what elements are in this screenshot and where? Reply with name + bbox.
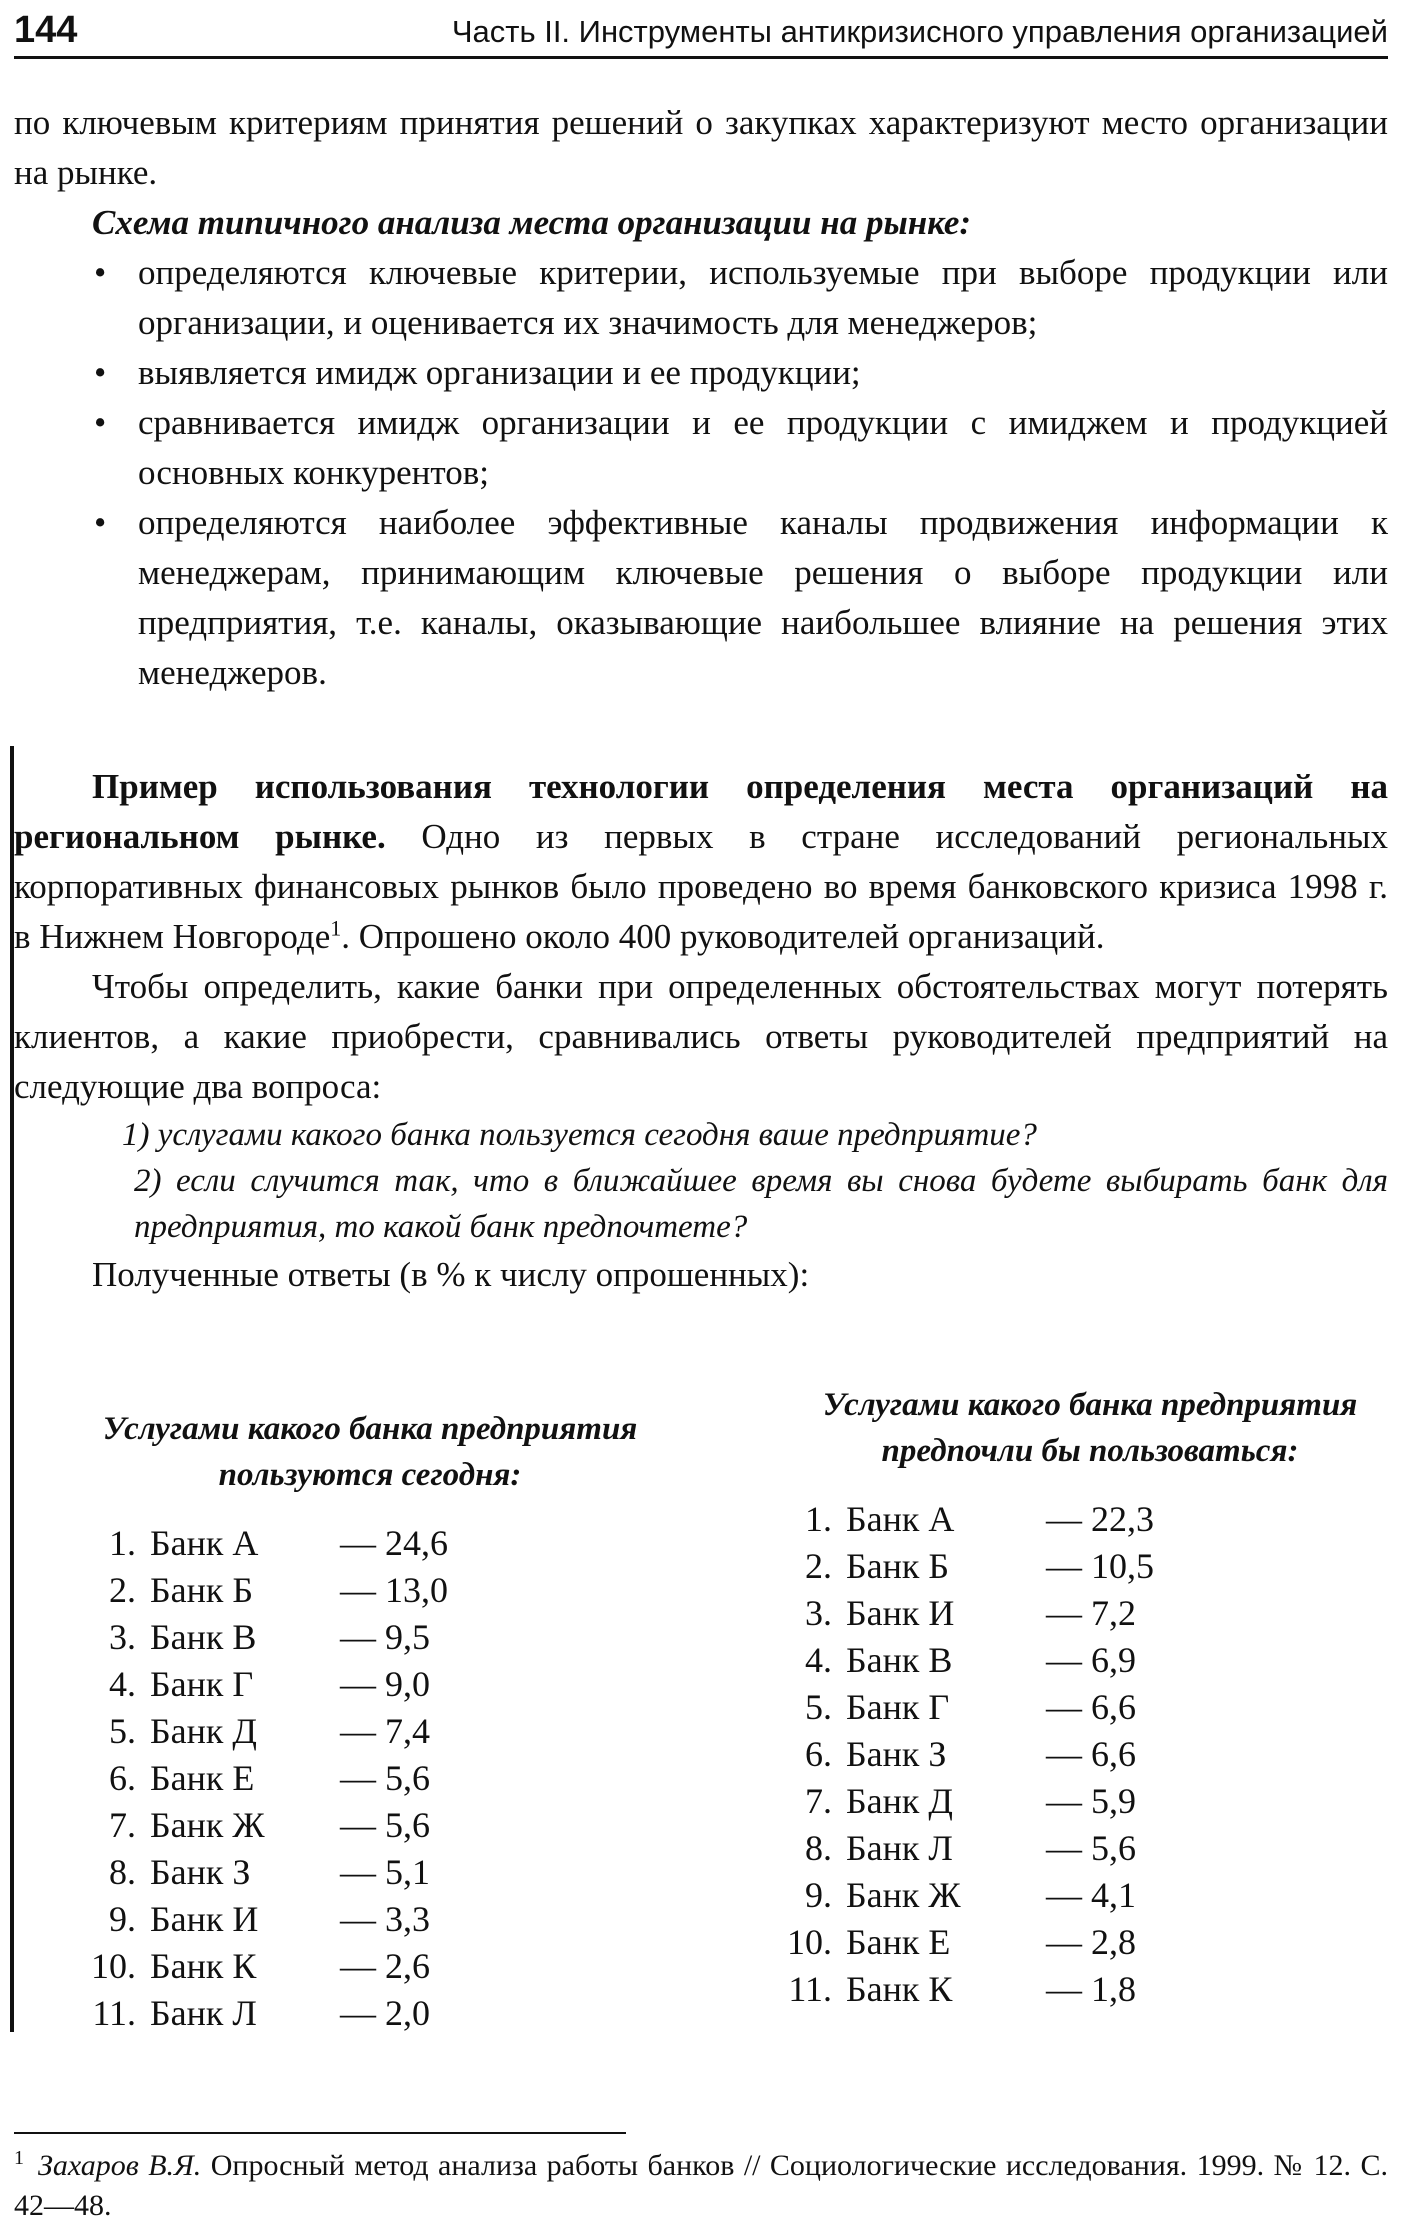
bank-share: — 2,0: [340, 1993, 430, 2033]
list-item: [14, 248, 1388, 348]
bank-name: Банк Д: [150, 1711, 257, 1751]
bank-row: [50, 1708, 690, 1755]
bank-name: Банк К: [150, 1946, 257, 1986]
intro-paragraph: по ключевым критериям принятия решений о закупках характеризуют место организации на рынке.: [14, 103, 1388, 192]
bank-row: [50, 1849, 690, 1896]
bank-share: — 6,6: [1046, 1687, 1136, 1727]
footnote-number: 1: [14, 2147, 24, 2169]
bank-share: — 7,2: [1046, 1593, 1136, 1633]
question-1: 1) услугами какого банка пользуется сегодня ваше предприятие?: [122, 1117, 1037, 1153]
bank-share: — 1,8: [1046, 1969, 1136, 2009]
bank-share: — 5,6: [1046, 1828, 1136, 1868]
bank-share: — 24,6: [340, 1523, 448, 1563]
rank-number: 4.: [805, 1640, 832, 1680]
running-title: Часть II. Инструменты антикризисного управления организацией: [451, 14, 1388, 49]
bank-name: Банк Г: [846, 1687, 950, 1727]
list-item: [14, 398, 1388, 498]
bank-row: [50, 1943, 690, 1990]
bank-row: [790, 1684, 1390, 1731]
footnote: [14, 2146, 1388, 2226]
example-section: [14, 762, 1388, 1300]
bank-row: [790, 1966, 1390, 2013]
bank-name: Банк Д: [846, 1781, 953, 1821]
list-item: [14, 348, 1388, 398]
bank-name: Банк Ж: [846, 1875, 961, 1915]
bank-share: — 6,6: [1046, 1734, 1136, 1774]
example-paragraph-1: [14, 762, 1388, 962]
bank-share: — 5,6: [340, 1758, 430, 1798]
bullet-icon: •: [94, 353, 107, 392]
rank-number: 11.: [92, 1993, 136, 2033]
rank-number: 5.: [109, 1711, 136, 1751]
page-header: [14, 6, 1388, 59]
bank-share: — 3,3: [340, 1899, 430, 1939]
rank-number: 1.: [805, 1499, 832, 1539]
bank-share: — 22,3: [1046, 1499, 1154, 1539]
bank-share: — 4,1: [1046, 1875, 1136, 1915]
page-number: 144: [14, 9, 78, 51]
rank-number: 10.: [787, 1922, 832, 1962]
rank-number: 10.: [91, 1946, 136, 1986]
bank-name: Банк Л: [150, 1993, 257, 2033]
bank-name: Банк В: [846, 1640, 953, 1680]
bank-name: Банк В: [150, 1617, 257, 1657]
bank-share: — 5,6: [340, 1805, 430, 1845]
rank-number: 3.: [109, 1617, 136, 1657]
bank-share: — 6,9: [1046, 1640, 1136, 1680]
example-title: Пример использования технологии определения места организаций на региональном рынке.: [14, 767, 1388, 856]
bank-row: [790, 1543, 1390, 1590]
example-text-end: . Опрошено около 400 руководителей организаций.: [341, 917, 1105, 956]
scheme-heading: Схема типичного анализа места организации на рынке:: [92, 203, 972, 242]
bullet-icon: •: [94, 253, 107, 292]
rank-number: 7.: [805, 1781, 832, 1821]
bank-name: Банк Е: [846, 1922, 951, 1962]
rank-number: 9.: [109, 1899, 136, 1939]
bank-name: Банк Л: [846, 1828, 953, 1868]
bank-row: [790, 1825, 1390, 1872]
bank-share: — 5,1: [340, 1852, 430, 1892]
bank-name: Банк Ж: [150, 1805, 265, 1845]
question-2: 2) если случится так, что в ближайшее время вы снова будете выбирать банк для предприятия, то какой банк предпочтете?: [134, 1163, 1388, 1245]
right-column-title: Услугами какого банка предприятия предпочли бы пользоваться:: [822, 1387, 1358, 1469]
bank-name: Банк И: [846, 1593, 955, 1633]
bank-row: [50, 1896, 690, 1943]
rank-number: 9.: [805, 1875, 832, 1915]
bank-name: Банк А: [846, 1499, 955, 1539]
bank-row: [790, 1731, 1390, 1778]
bank-row: [50, 1567, 690, 1614]
right-bank-column: [787, 1382, 1390, 2013]
footnote-divider: [14, 2132, 626, 2134]
bank-row: [787, 1919, 1390, 1966]
left-bank-list: [50, 1520, 690, 2037]
example-text: Одно из первых в стране исследований региональных корпоративных финансовых рынков было проведено во время банковского кризиса 1998 г. в Нижнем Новгороде: [14, 817, 1388, 956]
list-item-text: определяются наиболее эффективные каналы продвижения информации к менеджерам, принимающим ключевые решения о выборе продукции или предприятия, т.е. каналы, оказывающие наибольшее влияние на решения этих менеджеров.: [138, 503, 1388, 692]
bank-row: [50, 1661, 690, 1708]
right-bank-list: [787, 1496, 1390, 2013]
bank-share: — 5,9: [1046, 1781, 1136, 1821]
intro-section: [14, 98, 1388, 698]
bank-name: Банк Е: [150, 1758, 255, 1798]
bank-row: [790, 1496, 1390, 1543]
rank-number: 6.: [109, 1758, 136, 1798]
rank-number: 11.: [788, 1969, 832, 2009]
bank-share: — 10,5: [1046, 1546, 1154, 1586]
bank-name: Банк Б: [150, 1570, 254, 1610]
list-item-text: определяются ключевые критерии, используемые при выборе продукции или организации, и оценивается их значимость для менеджеров;: [138, 253, 1388, 342]
bank-name: Банк З: [846, 1734, 947, 1774]
left-bank-column: [50, 1406, 690, 2037]
footnote-ref: 1: [330, 915, 342, 941]
bank-row: [790, 1778, 1390, 1825]
bullet-icon: •: [94, 403, 107, 442]
bank-row: [790, 1872, 1390, 1919]
bank-row: [50, 1802, 690, 1849]
example-paragraph-3: Полученные ответы (в % к числу опрошенных):: [92, 1255, 810, 1294]
bank-row: [50, 1520, 690, 1567]
rank-number: 7.: [109, 1805, 136, 1845]
bank-name: Банк З: [150, 1852, 251, 1892]
bank-share: — 9,5: [340, 1617, 430, 1657]
list-item-text: сравнивается имидж организации и ее продукции с имиджем и продукцией основных конкурентов;: [138, 403, 1388, 492]
rank-number: 4.: [109, 1664, 136, 1704]
example-paragraph-2: Чтобы определить, какие банки при определенных обстоятельствах могут потерять клиентов, а какие приобрести, сравнивались ответы руководителей предприятий на следующие два вопроса:: [14, 967, 1388, 1106]
bank-name: Банк К: [846, 1969, 953, 2009]
bank-name: Банк И: [150, 1899, 259, 1939]
bank-row: [790, 1637, 1390, 1684]
rank-number: 5.: [805, 1687, 832, 1727]
list-item: [14, 498, 1388, 698]
footnote-author: Захаров В.Я.: [38, 2149, 202, 2182]
bank-name: Банк Г: [150, 1664, 254, 1704]
left-column-title: Услугами какого банка предприятия пользуются сегодня:: [102, 1411, 638, 1493]
rank-number: 8.: [805, 1828, 832, 1868]
bank-share: — 9,0: [340, 1664, 430, 1704]
bank-row: [790, 1590, 1390, 1637]
bank-share: — 2,6: [340, 1946, 430, 1986]
rank-number: 2.: [109, 1570, 136, 1610]
bank-row: [50, 1614, 690, 1661]
criteria-list: [14, 248, 1388, 698]
bank-name: Банк А: [150, 1523, 259, 1563]
bank-share: — 7,4: [340, 1711, 430, 1751]
footnote-text: Опросный метод анализа работы банков // Социологические исследования. 1999. № 12. С. 42—48.: [14, 2149, 1388, 2222]
bank-name: Банк Б: [846, 1546, 950, 1586]
bank-row: [50, 1990, 690, 2037]
bank-share: — 13,0: [340, 1570, 448, 1610]
rank-number: 3.: [805, 1593, 832, 1633]
rank-number: 2.: [805, 1546, 832, 1586]
bullet-icon: •: [94, 503, 107, 542]
bank-share: — 2,8: [1046, 1922, 1136, 1962]
list-item-text: выявляется имидж организации и ее продукции;: [138, 353, 861, 392]
rank-number: 8.: [109, 1852, 136, 1892]
bank-row: [50, 1755, 690, 1802]
rank-number: 1.: [109, 1523, 136, 1563]
rank-number: 6.: [805, 1734, 832, 1774]
